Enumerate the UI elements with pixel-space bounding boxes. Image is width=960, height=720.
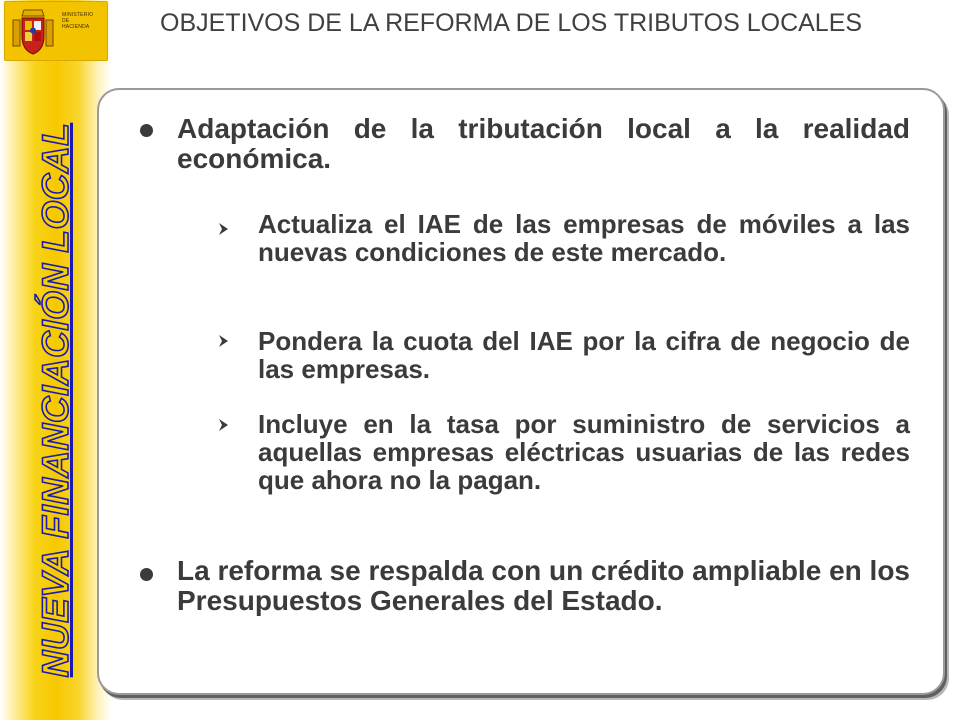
logo-line-2: DE bbox=[62, 18, 70, 24]
sub-bullet-item: Incluye en la tasa por suministro de servicios a aquellas empresas eléctricas usuarias de las redes que ahora no la pagan. bbox=[258, 409, 910, 495]
vertical-section-title: NUEVA FINANCIACIÓN LOCAL bbox=[35, 122, 76, 678]
sub-bullet-item: Pondera la cuota del IAE por la cifra de negocio de las empresas. bbox=[258, 326, 910, 384]
logo-line-3: HACIENDA bbox=[62, 24, 90, 30]
slide-title: OBJETIVOS DE LA REFORMA DE LOS TRIBUTOS LOCALES bbox=[160, 9, 863, 37]
arrow-right-icon bbox=[217, 418, 231, 432]
arrow-right-icon bbox=[217, 222, 231, 236]
sub-bullet-item: Actualiza el IAE de las empresas de móviles a las nuevas condiciones de este mercado. bbox=[258, 209, 910, 267]
bullet-dot-icon bbox=[140, 568, 153, 581]
bullet-item: La reforma se respalda con un crédito ampliable en los Presupuestos Generales del Estado. bbox=[177, 555, 910, 616]
logo-line-1: MINISTERIO bbox=[62, 12, 94, 18]
bullet-dot-icon bbox=[140, 124, 153, 137]
ministry-logo bbox=[4, 1, 108, 61]
coat-of-arms-icon bbox=[11, 6, 55, 58]
arrow-right-icon bbox=[217, 334, 231, 348]
ministry-logo-text bbox=[62, 12, 106, 30]
bullet-item: Adaptación de la tributación local a la realidad económica. bbox=[177, 113, 910, 174]
